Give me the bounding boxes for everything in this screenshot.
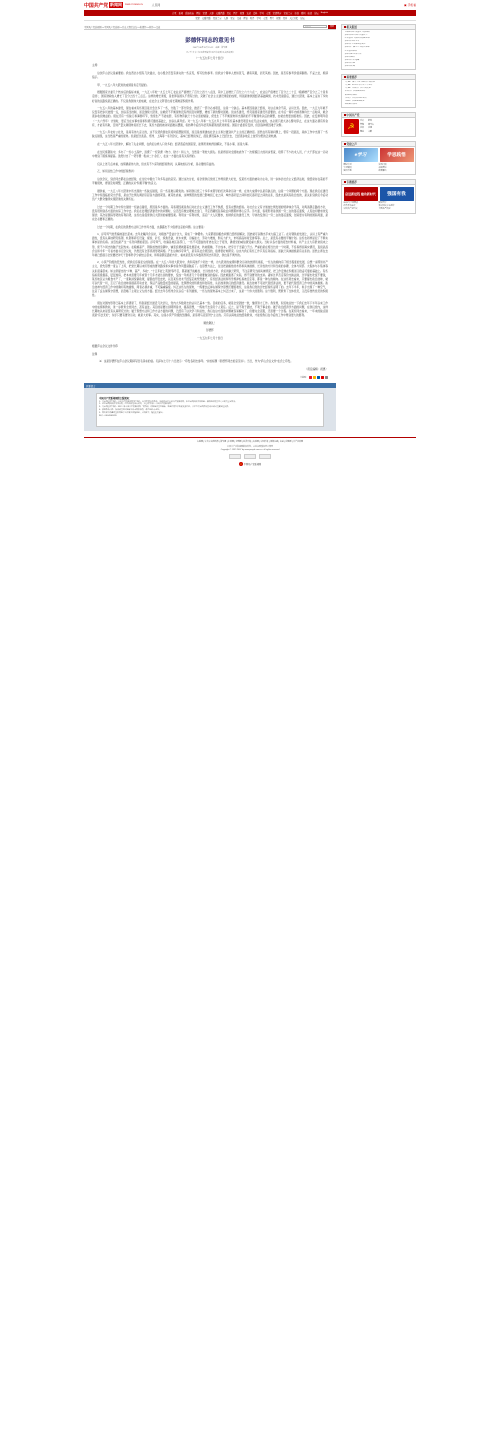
notice-line: 4、如因作品内容、版权和其它问题需要同本网联系的，请在30日内进行。 <box>99 409 161 412</box>
subnav-item[interactable]: 党建 <box>195 18 200 20</box>
related-link[interactable]: · 彭德怀与毛泽东的交往 <box>344 43 414 46</box>
square-icon <box>344 76 346 78</box>
square-icon <box>344 114 346 116</box>
party-link[interactable]: 历史 <box>360 120 365 123</box>
article-meta: 2007年08月13日 15:12 来源：新华网 <box>192 47 228 49</box>
party-emblem-icon[interactable]: ☭ <box>344 119 359 134</box>
kaixin-icon[interactable] <box>321 376 324 379</box>
article-paragraph: 甲、一九五八年大跃进的成绩是肯定无疑的。 <box>97 83 150 87</box>
related-link[interactable]: · 彭德怀纪念馆开馆 <box>344 53 414 56</box>
article-paragraph: 在全民炼钢铁中，多办了一些小土高炉，浪费了一些资源（物力、财力）和人力，当然是一笔较大损失。但是得到对全国地质作了一次规模巨大的初步普查，培养了不少技术人员，广大干部在这一运动中得到了锻炼和提高。虽然付出了一笔学费（贴补二十余亿），在这一方面也是有失有得的。 <box>92 150 328 158</box>
subnav-item[interactable]: 党员之家 <box>212 18 222 20</box>
article-paragraph: 〔1〕这是彭德怀在庐山会议期间写给毛泽东的信。毛泽东七月十六日批示："印发各同志参考。"并加标题《彭德怀同志的意见书》。当日，作为"庐山会议文件"在会上印发。 <box>97 360 293 364</box>
subnav-item[interactable]: 人民日报 <box>289 18 299 20</box>
nav-item[interactable]: 首页 <box>172 13 177 15</box>
related-title-text: 相关报道 <box>346 26 357 29</box>
special-link[interactable]: 建党百年 <box>378 202 387 205</box>
nav-item[interactable]: 群团 <box>301 13 306 15</box>
study-banner[interactable]: 学思践悟 <box>380 148 414 162</box>
special-banner-2[interactable]: 强国有我 <box>380 187 414 201</box>
party-link[interactable]: 章程 <box>360 123 365 126</box>
special-banner-1[interactable]: 奋进新征程 建功新时代 <box>344 187 378 201</box>
subnav-item[interactable]: 理论 <box>243 18 248 20</box>
nav-item[interactable]: 党建博客 <box>272 13 282 15</box>
party-link[interactable]: 领导人 <box>368 123 375 126</box>
focus-link[interactable]: · 网友留言热评 <box>344 103 414 106</box>
article-paragraph: 一九五八年农村公社化，是具有伟大意义的，这不仅使我国农民将彻底摆脱穷困，而且是加速建成社会主义和过渡到共产主义的正确途径。虽然在所有制问题上，曾有一段混乱，具体工作中出现了一些缺点错误，这当然是严重的现象。但是经过武昌、郑州、上海等一系列会议，基本已经得到纠正，混乱情况基本上已经过去，已经逐步地走上按劳分配的正常轨道。 <box>92 131 328 139</box>
subnav-item[interactable]: 反腐倡廉 <box>201 18 211 20</box>
article-paragraph: 过去一个时期，在我们的思想方法和工作作风方面，也暴露出不少值得注意的问题。这主要是： <box>97 225 207 229</box>
nav-item[interactable]: 理论 <box>196 13 201 15</box>
special-link[interactable]: 2021年全国两会 <box>343 202 358 205</box>
site-slogan[interactable]: 人民网 <box>151 3 161 7</box>
trust-badge-icon[interactable] <box>244 454 256 459</box>
trust-badge-icon[interactable] <box>259 454 271 459</box>
notice-line: 1、凡本网注明"来源：中国共产党新闻网"或"来源：人民网"的所有作品，版权均属于中国共产党新闻网，未经本网授权不得转载、摘编或利用其它方式使用上述作品。 <box>99 400 237 403</box>
article-paragraph: （责任编辑：祝惠） <box>304 367 328 371</box>
party-title-text: 中国共产党 <box>346 113 360 117</box>
article-paragraph: 2、小资产阶级的狂热性，使我们容易犯左的错误。在一九五八年的大跃进中，我和其他不少同志一样，为大跃进的成绩和群众运动的热情所迷惑，一些左的倾向有了相当程度的发展，总想一步跨进共产主义，抢先思想一度占了上风，把党长期以来所形成的群众路线和实事求是作风置诸脑后了。在思想方法上，往往把战略性的布局和具体措施、长远性的方针和当前的步骤、全体与局部、大集体与小集体等关系混淆起来。如主席提出的"少种、高产、多收"、"十五年赶上英国"等号召，都是属于战略性、长远性的方针，我们则缺乏研究，不注意研究当前具体情况，把工作安排在积极而又稳妥可靠的基础上。有些指标逐级提高，层层加码，把本来需要几年或者十几年才能达到的要求，变成一年或者几个月就要做到的指标。因此就脱离了实际，得不到群众的支持。诸如过早否定等价交换法则，过早提出吃饭不要钱，某些地区认为粮食丰产了，一度取消统销政策，提倡放开肚皮吃，以及某些技术不经鉴定就贸然推广，有些经济法则和科学规律轻易被否定等，都是一种左的倾向。在这些同志看来，只要提出政治挂帅，就可以代替一切，忘记了政治挂帅是提高劳动自觉、保证产品数量质量的提高，发挥群众的积极性和创造性，从而加速我们的经济建设。政治挂帅不可能代替经济法则，更不能代替经济工作中的具体措施。政治挂帅与经济工作中的确切有效措施，两者必须并重，不可偏重偏废。纠正这些左的现象，一般要比反掉右倾保守思想还要困难些，这是我们党的历史经验所证明了的。去年下半年，似乎出现了一种空气，注意了反右倾保守思想，而忽略了主观主义左的方面。经过去年冬郑州会议以后一系列措施，一些左的现象基本上纠正过来了，这是一个伟大的胜利。这个胜利，既教育了全体党员，又没有挫伤党员的积极性。 <box>92 261 328 298</box>
mobile-link[interactable] <box>404 3 416 7</box>
related-link[interactable]: · 彭德怀传略 <box>344 65 414 68</box>
party-links <box>360 119 374 134</box>
subnav-item[interactable]: 党刊 <box>282 18 288 20</box>
special-links <box>342 202 415 213</box>
trust-badge-icon[interactable] <box>229 454 241 459</box>
focus-link[interactable]: · 〔专题〕中国共产党历史展览 <box>344 87 414 90</box>
notice-line: 3、凡本网注明"来源：XXX（非中国共产党新闻网）"的作品，均转载自其它媒体，转载目的在于传递更多信息，并不代表本网赞同其观点和对其真实性负责。 <box>99 406 230 409</box>
subnav-item[interactable]: 人事 <box>223 18 229 20</box>
top-bar <box>84 0 416 10</box>
focus-link[interactable]: · 〔专题〕纪念改革开放三十周年 <box>344 84 414 87</box>
special-link[interactable]: 新中国成立70周年 <box>378 205 395 208</box>
sidebar <box>341 24 416 431</box>
article-body <box>84 57 336 373</box>
square-icon <box>344 181 346 183</box>
article-tools[interactable]: 【字号 大 中 小】【我要留言】【打印本页】【关闭本页】 <box>185 51 235 54</box>
nav-item[interactable]: 论坛 <box>314 13 319 15</box>
comment-notice <box>96 393 324 427</box>
notice-title: 中国共产党新闻网留言版须知： <box>99 397 132 400</box>
subnav-item[interactable]: 专题 <box>263 18 268 20</box>
nav-item[interactable]: 图片 <box>233 13 238 15</box>
mobile-icon: ▣ <box>403 3 407 7</box>
notice-line: 5、网友留言请遵守互联网电子公告服务管理规定，文明留言，理性发表意见。 <box>99 412 165 415</box>
special-link[interactable]: 全面从严治党 <box>378 208 391 211</box>
footer-badges <box>84 454 416 459</box>
related-list <box>342 30 415 69</box>
learn-links <box>342 164 415 175</box>
learn-link[interactable]: 学习强国 <box>343 166 352 169</box>
article-paragraph: 现在对国内形势已基本上弄清楚了，特别是经过最近几次会议，党内大多数同志的认识已基本一致。目前的任务，就是全党团结一致，继续努力工作。我觉得，系统地总结一下我们去年下半年以来工作中的成绩和教训，进一步教育全党同志，甚有益处。其目的是要达到明辨是非，提高思想，一般地不去追究个人责任。反之，是不利于团结，不利于事业的。属于政治经济学方面的问题，在我们党内，这样长期地以来是没有认真研究过的；属于思想方法和工作方法方面的问题，已经有了这次学习和总结，我们在这方面的问题就容易解决了，但要完全克服，还需要一个过程。在某些同志看来，一年来的缺点错误是"有比无好"，似乎只要有群众运动，就是大好事。其实，这是小资产阶级的急躁病，是违背马克思列宁主义的。只有认真地总结经验教训，才能使我们在今后的工作中得到更大的胜利。 <box>92 301 328 318</box>
nav-item[interactable]: 访谈 <box>294 13 299 15</box>
crumb-bar <box>84 24 336 30</box>
article-paragraph: 根据庐山会议文件刊印 <box>92 344 118 348</box>
notice-contact: 电话：010-65363111 <box>99 415 117 418</box>
nav-item[interactable]: 高层动态 <box>185 13 194 15</box>
related-link[interactable]: · 彭德怀：横刀立马的大将军 <box>344 46 414 49</box>
focus-link[interactable]: · 〔专题〕深入学习实践科学发展观 <box>344 81 414 84</box>
party-link[interactable]: 组织 <box>368 120 373 123</box>
comment-header: 我要留言 <box>84 383 336 388</box>
party-box <box>341 112 416 137</box>
related-link[interactable]: · 庐山会议前后 <box>344 50 414 53</box>
learn-box <box>341 141 416 176</box>
focus-title-text: 重要推荐 <box>346 76 357 80</box>
square-icon <box>344 26 346 28</box>
subnav-item[interactable]: 时评 <box>250 18 255 20</box>
article-paragraph: 注释 <box>92 352 98 356</box>
logo-box: 新闻网 <box>110 2 123 7</box>
share-label: 分享到： <box>299 377 308 379</box>
subnav-item[interactable]: 视频 <box>276 18 281 20</box>
article-paragraph: 1、浮夸风气较普遍地滋长起来。去年北戴河会议时，对粮食产量估计过大，造成了一种假象。大家都感到粮食问题已经得到解决，因此就可以腾出手来大搞工业了。在对钢铁的发展上，认识上有严重片面性，没有认真地研究炼钢、轧钢和碎石设备，煤炭、矿石、炼焦设备，坑木来源，运输能力，劳动力增加，购买力扩大，市场商品如何安排等等。总之，是没有必要的平衡计划。这些也同样是犯了不够实事求是的毛病。这恐怕是产生一系列问题的起因。浮夸风气，吹遍各地区各部门，一些不可置信的奇迹也见之于报刊，确使党的威信蒙受重大损失。当时从各方面的报告材料看，共产主义大有很快到来之势，使不少同志的脑子发起热来。在粮棉高产、钢铁加倍的浪潮中，铺张浪费就随着发展起来，秋收粗糙，不计成本，把穷日子当富日子过。严重的是在相当长的一个时期，不容易得到真实情况，直到武昌会议和今年一月省市委书记会议时，仍然没有全部弄清形势真相。产生这种浮夸风气，是有其社会原因的，值得很好地研究。这也与我们有些工作只有任务指标，而缺乏具体措施是有关系的。虽然主席在去年就已经提示全党要把冲天干劲和科学分析结合起来，和两条腿走路的方针，看来是没有为多数领导同志所领会，我也是不例外的。 <box>92 233 328 257</box>
nav-item[interactable]: 学习 <box>259 13 264 15</box>
nav-item[interactable]: English <box>320 12 328 14</box>
related-link[interactable]: · 毛泽东在庐山会议上的讲话 <box>344 31 414 34</box>
focus-link[interactable]: · 〔党史〕历史人物纪念馆 <box>344 97 414 100</box>
sub-nav <box>84 16 416 21</box>
renren-icon[interactable] <box>317 376 320 379</box>
party-link[interactable]: 党建 <box>368 127 373 130</box>
qzone-icon[interactable] <box>313 376 316 379</box>
footer-line-1: 中国共产党新闻网版权所有，未经书面授权禁止使用 <box>226 445 273 448</box>
article-paragraph: 根据国家计委几个核实后的指标来看，一九五八年较一九五七年工农业总产值增长了百分之四十八点四，其中工业增长了百分之六十六点一，农业总产值增长了百分之二十五（粮棉增产百分之三十是肯定的），国家财政收入增长了百分之四十三点五。这样的增长速度，是世界各国从不曾有过的，突破了社会主义建设速度的成规，特别是像我国经济基础薄弱，技术设备落后，通过大跃进，基本上证实了多快好省的总路线是正确的。不仅是我国伟大的成就，在社会主义阵营也将长期地起积极作用。 <box>92 91 328 103</box>
learn-link[interactable]: 党员培训 <box>378 163 387 166</box>
comment-area <box>84 388 336 431</box>
search-button[interactable]: 搜索 <box>329 26 334 28</box>
focus-link[interactable]: · 新闻背景资料 <box>344 94 414 97</box>
related-link[interactable]: · 彭德怀元帅生平 <box>344 40 414 43</box>
nav-item[interactable]: 党建 <box>202 13 208 15</box>
nav-item[interactable]: 反腐倡廉 <box>215 13 225 15</box>
focus-box <box>341 74 416 108</box>
focus-list <box>342 80 415 107</box>
subnav-item[interactable]: 文献 <box>236 18 242 20</box>
article-paragraph: （一九五九年七月十四日） <box>194 56 226 60</box>
article-paragraph: 这次会议，到会同志都在总结经验，在讨论中提出了许多有益的意见。通过这次讨论，将会使我们党的工作得到很大好处，变某些方面的被动为主动，进一步体会社会主义经济法则，使经常存在着的不平衡现象，得到及时调整，正确的认识"积极平衡"的意义。 <box>92 177 328 185</box>
article-paragraph: 这次庐山会议是重要的。我在西北小组有几次插言，在小组会还没有讲完的一些意见，特写给你参考。但我这个简单人类似张飞，确有其粗，而无其细。因此，是否有参考价值请斟酌。不妥之处，烦请指示。 <box>92 71 328 79</box>
nav-item[interactable]: 党员之家 <box>283 13 293 15</box>
nav-item[interactable]: 统战 <box>307 13 313 15</box>
footer <box>84 437 416 466</box>
notice-line: 2、已经本网授权使用作品的，应在授权范围内使用，并注明"来源：中国共产党新闻网"。 <box>99 403 174 406</box>
footer-line-2: Copyright © 1997-2007 by www.people.com.cn. all rights reserved <box>220 449 280 451</box>
e-learning-banner[interactable]: e学习 <box>344 148 378 162</box>
special-link[interactable]: 中国共产党历史 <box>343 208 358 211</box>
breadcrumb[interactable]: 中国共产党新闻网>>中国共产党新闻>>历史人物纪念馆>>彭德怀>>著作>>文献 <box>84 26 161 29</box>
logo-url: WWW.CPCNEWS.CN <box>125 4 143 6</box>
content <box>84 24 416 431</box>
more-share-icon[interactable] <box>325 376 328 379</box>
mobile-link-label: 手机看 <box>407 3 416 7</box>
related-link[interactable]: · 庐山会议与彭德怀的意见书 <box>344 37 414 40</box>
logo-text: 中国共产党 <box>84 2 109 9</box>
article-paragraph: 仅从上述几点来看，成绩确是伟大的，但也有不少深刻的经验教训，认真地加以分析，是必要的有益的。 <box>97 162 217 166</box>
special-link[interactable]: 改革开放40年 <box>343 205 356 208</box>
related-link[interactable]: · 彭德怀年谱选编 <box>344 59 414 62</box>
nav-item[interactable]: 专题 <box>266 13 271 15</box>
learn-link[interactable]: 理论学习 <box>343 163 352 166</box>
footer-brand <box>84 462 416 466</box>
special-box <box>341 179 416 214</box>
subnav-item[interactable]: 图片 <box>269 18 275 20</box>
square-icon <box>344 143 346 145</box>
related-box <box>341 24 416 70</box>
nav-item[interactable]: 资料 <box>252 13 258 15</box>
share-bar <box>84 376 328 379</box>
article-paragraph: 顺致敬礼！ <box>203 321 217 325</box>
article-paragraph: 主席： <box>92 64 100 68</box>
party-link[interactable]: 党员 <box>360 127 365 130</box>
subnav-item[interactable]: 党史 <box>230 18 235 20</box>
nav-item[interactable]: 人事 <box>209 13 214 15</box>
special-title-text: 专题推荐 <box>346 181 357 185</box>
footer-links[interactable]: 人民网 | 中共中央组织部 | 新华网 | 中国网 | 光明网 | 经济日报 | 央视网 | 中国日报 | 国际在线 | 求是 | 党建网 | 共产党员网 <box>197 441 303 443</box>
search-box <box>303 25 336 29</box>
party-link[interactable]: 理论 <box>360 130 365 133</box>
learn-link[interactable]: 政策解读 <box>378 169 387 172</box>
search-input[interactable] <box>303 25 327 29</box>
focus-link[interactable]: · 〔理论〕党建理论研究 <box>344 100 414 103</box>
nav-item[interactable]: 文献 <box>246 13 251 15</box>
main-column <box>84 24 336 431</box>
page <box>84 0 416 466</box>
weibo-icon[interactable] <box>309 376 312 379</box>
article-paragraph: 一九五九年七月十四日 <box>197 337 223 341</box>
nav-item[interactable]: 视频 <box>239 13 245 15</box>
article-paragraph: 在一九五八年大跃进中，解决了失业问题，在我们这样人口众多的、经济落后的国家里，能够迅速地得到解决，不是小事，而是大事。 <box>97 143 251 147</box>
related-link[interactable]: · 彭德怀故居 <box>344 56 414 59</box>
learn-link[interactable]: 在线考试 <box>378 166 387 169</box>
article-paragraph: 一九五八年的基本建设，现在看来有些项目是过急过多了一些，分散了一部分资金，推迟了一部分必成项目，这是一个缺点。基本原因是缺乏经验，对这点体会不深，认识过迟。因此，一九五九年就不仅没有把步伐放慢一点，加以适当控制，而且继续大跃进，这就使不平衡现象没有得到及时调整，增加了新的暂时困难。但这些建设，终究是国家建设所需要的，在今后一两年内或者稍许长一点时间，就会逐步收到效益的。现在还有一些缺门和薄弱环节，致使生产不能成套，有些物资缺乏十分必需的储备，使发生了不平衡现象和出现新的不平衡现象以后的调整，也就自然更加困难些。因此，在安排明年度（一九六零年）计划时，更应当在实事求是和积极可靠的基础上，加以认真考虑。对一九五八年和一九五九年上半年有些基本建设项目实在无法完成的，也必须下最大决心暂时停止，在这方面必须有所舍弃，才能有所取，否则产量失调现象将延长下去，某些方面的被动局面难以摆脱，将妨碍今后四年赶英和超英的跃进速度。国家计委虽有安排，但因各种原因难于决断。 <box>92 107 328 127</box>
party-link[interactable]: 文献 <box>368 130 373 133</box>
site-logo[interactable] <box>84 2 160 9</box>
footer-brand-text: 中国共产党新闻网 <box>243 464 262 466</box>
learn-link[interactable]: 资料下载 <box>343 169 352 172</box>
subnav-item[interactable]: 学习 <box>256 18 261 20</box>
related-link[interactable]: · 彭德怀同志在庐山会议上 <box>344 34 414 37</box>
article-paragraph: 乙、如何总结工作中的经验教训： <box>97 170 137 174</box>
party-emblem-icon: ☭ <box>239 462 242 466</box>
article-paragraph: 过去一个时期工作中所出现的一些缺点错误，原因是多方面的。其客观因素是我们对社会主义建设工作不熟悉，没有完整的经验。对社会主义有计划按比例发展的规律体会不深，对两条腿走路的方针，没有贯彻到各方面的实际工作中去。我们在处理经济建设中的问题时，总还没有像处理炮击金门、平定西藏叛乱等政治问题那样得心应手。另方面，客观形势是我国一穷二白的落后面貌，人民迫切要求改变现状；其次是国际形势的有利趋势，这些也是促使我们大跃进的重要因素。利用这一有利时机，适应广大人民要求，加速我们的建设工作，尽快改变我们一穷二白的落后面貌，创造更为有利的国际局面，是完全必要和正确的。 <box>92 205 328 221</box>
focus-link[interactable]: · 中国共产党新闻网简介 <box>344 90 414 93</box>
learn-title-text: 党建之声 <box>346 142 357 146</box>
article-paragraph: 据我看，一九五八年大跃进中所出现的一些缺点错误，有一些是难以避免的。如同我们党三十多年来领导的历次革命运动一样，在伟大成绩中总是有缺点的，这是一个问题的两个方面。现在我们在建设工作中所面临的突出矛盾，是由于比例失调而引起各方面的紧张。就其性质看，这种情况的发展已影响到工农之间、城市各阶层之间和农民各阶层之间的关系，因此也是具有政治性的，是关系到我们今后动员广大群众继续实现跃进的关键所在。 <box>92 189 328 201</box>
related-link[interactable]: · 彭德怀自述 <box>344 62 414 65</box>
nav-item[interactable]: 新闻 <box>178 13 183 15</box>
article-paragraph: 彭德怀 <box>206 329 214 333</box>
subnav-item[interactable]: 论坛 <box>300 18 305 20</box>
nav-item[interactable]: 党史 <box>226 13 232 15</box>
article-title: 彭德怀同志的意见书 <box>185 38 235 44</box>
